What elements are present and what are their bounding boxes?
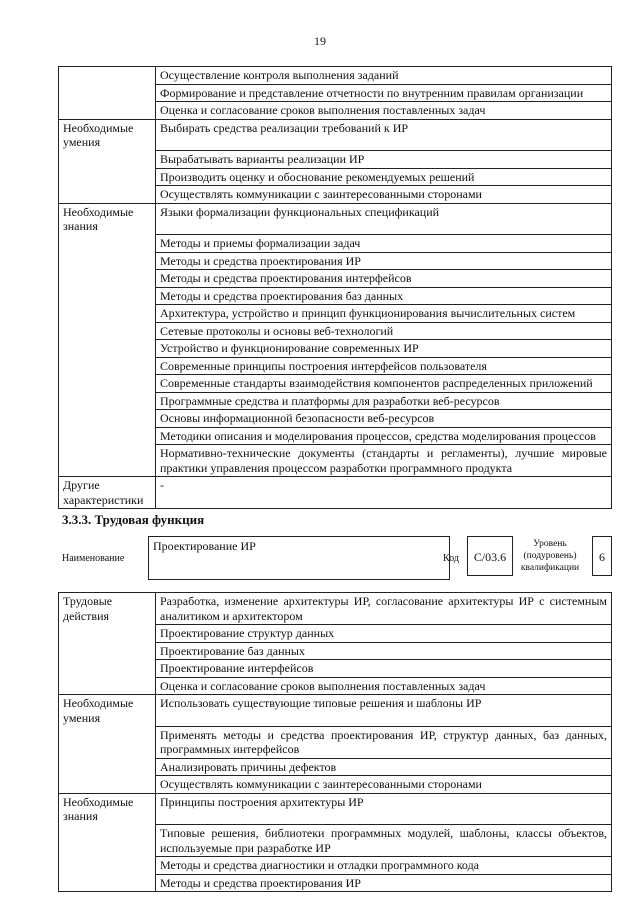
row-label (59, 67, 156, 85)
row-item: Проектирование структур данных (156, 625, 612, 643)
row-item: Вырабатывать варианты реализации ИР (156, 151, 612, 169)
row-label: Необходимые умения (59, 695, 156, 727)
row-item: Оценка и согласование сроков выполнения поставленных задач (156, 102, 612, 120)
row-label (59, 287, 156, 305)
row-item: Методы и средства проектирования ИР (156, 252, 612, 270)
row-item: Разработка, изменение архитектуры ИР, согласование архитектуры ИР с системным аналитиком и архитектором (156, 593, 612, 625)
row-item: Методы и средства проектирования баз данных (156, 287, 612, 305)
row-label: Другие характеристики (59, 477, 156, 509)
table-row (59, 186, 612, 204)
row-item: Принципы построения архитектуры ИР (156, 793, 612, 825)
table-row (59, 695, 612, 727)
row-item: Методы и средства проектирования ИР (156, 874, 612, 892)
table-row (59, 340, 612, 358)
row-label (59, 102, 156, 120)
row-item: Методы и средства диагностики и отладки программного кода (156, 857, 612, 875)
row-item: Формирование и представление отчетности по внутренним правилам организации (156, 84, 612, 102)
row-item: Анализировать причины дефектов (156, 758, 612, 776)
table-row (59, 168, 612, 186)
table-row (59, 677, 612, 695)
row-label (59, 642, 156, 660)
competency-table-2 (58, 592, 612, 892)
row-item: Применять методы и средства проектирования ИР, структур данных, баз данных, программных интерфейсов (156, 726, 612, 758)
table-row (59, 625, 612, 643)
table-row (59, 758, 612, 776)
table-row (59, 642, 612, 660)
table-row (59, 375, 612, 393)
level-label: Уровень (подуровень) квалификации (520, 539, 580, 573)
table-row (59, 392, 612, 410)
table-row (59, 102, 612, 120)
table-row (59, 203, 612, 235)
row-label (59, 168, 156, 186)
row-item: Выбирать средства реализации требований к ИР (156, 119, 612, 151)
table-row (59, 477, 612, 509)
row-item: Оценка и согласование сроков выполнения поставленных задач (156, 677, 612, 695)
row-label (59, 758, 156, 776)
table-row (59, 305, 612, 323)
table-row (59, 825, 612, 857)
row-item: Архитектура, устройство и принцип функционирования вычислительных систем (156, 305, 612, 323)
table-row (59, 235, 612, 253)
section-heading: 3.3.3. Трудовая функция (62, 512, 205, 527)
row-item: Осуществление контроля выполнения заданий (156, 67, 612, 85)
page-number: 19 (314, 34, 326, 48)
row-label: Необходимые знания (59, 203, 156, 235)
row-item: Проектирование интерфейсов (156, 660, 612, 678)
row-item: Основы информационной безопасности веб-ресурсов (156, 410, 612, 428)
row-item: - (156, 477, 612, 509)
row-label (59, 410, 156, 428)
row-label (59, 186, 156, 204)
row-label (59, 427, 156, 445)
row-item: Проектирование баз данных (156, 642, 612, 660)
table-row (59, 593, 612, 625)
table-row (59, 322, 612, 340)
table-row (59, 287, 612, 305)
table-row (59, 410, 612, 428)
table-row (59, 445, 612, 477)
row-label: Необходимые знания (59, 793, 156, 825)
table-row (59, 252, 612, 270)
row-item: Методы и средства проектирования интерфейсов (156, 270, 612, 288)
row-label (59, 305, 156, 323)
row-label (59, 625, 156, 643)
row-item: Методы и приемы формализации задач (156, 235, 612, 253)
row-item: Использовать существующие типовые решения и шаблоны ИР (156, 695, 612, 727)
row-item: Осуществлять коммуникации с заинтересованными сторонами (156, 186, 612, 204)
table-row (59, 726, 612, 758)
code-value: C/03.6 (467, 536, 513, 576)
row-item: Типовые решения, библиотеки программных модулей, шаблоны, классы объектов, используемые при разработке ИР (156, 825, 612, 857)
table-row (59, 776, 612, 794)
level-value: 6 (592, 536, 612, 576)
row-label (59, 340, 156, 358)
row-label (59, 445, 156, 477)
row-label (59, 84, 156, 102)
row-item: Нормативно-технические документы (стандарты и регламенты), лучшие мировые практики управления процессом разработки программного продукта (156, 445, 612, 477)
row-label (59, 726, 156, 758)
table-row (59, 427, 612, 445)
row-label (59, 252, 156, 270)
labor-function-header (58, 536, 612, 578)
row-label (59, 857, 156, 875)
row-label (59, 825, 156, 857)
row-item: Сетевые протоколы и основы веб-технологий (156, 322, 612, 340)
table-row (59, 793, 612, 825)
table-row (59, 857, 612, 875)
code-label: Код (443, 553, 459, 564)
row-item: Методики описания и моделирования процессов, средства моделирования процессов (156, 427, 612, 445)
row-label (59, 776, 156, 794)
table-row (59, 357, 612, 375)
table-row (59, 67, 612, 85)
row-label (59, 270, 156, 288)
row-label (59, 357, 156, 375)
name-value: Проектирование ИР (148, 536, 450, 580)
competency-table-1 (58, 66, 612, 509)
row-item: Программные средства и платформы для разработки веб-ресурсов (156, 392, 612, 410)
row-label (59, 874, 156, 892)
row-item: Современные принципы построения интерфейсов пользователя (156, 357, 612, 375)
row-label (59, 392, 156, 410)
row-label (59, 235, 156, 253)
row-label: Трудовые действия (59, 593, 156, 625)
table-row (59, 84, 612, 102)
name-label: Наименование (62, 553, 125, 564)
table-row (59, 270, 612, 288)
row-label: Необходимые умения (59, 119, 156, 151)
table-row (59, 151, 612, 169)
row-label (59, 322, 156, 340)
row-item: Языки формализации функциональных спецификаций (156, 203, 612, 235)
row-label (59, 660, 156, 678)
table-row (59, 660, 612, 678)
row-label (59, 375, 156, 393)
row-label (59, 677, 156, 695)
table-row (59, 874, 612, 892)
row-item: Осуществлять коммуникации с заинтересованными сторонами (156, 776, 612, 794)
table-row (59, 119, 612, 151)
row-item: Производить оценку и обоснование рекомендуемых решений (156, 168, 612, 186)
row-item: Современные стандарты взаимодействия компонентов распределенных приложений (156, 375, 612, 393)
row-label (59, 151, 156, 169)
row-item: Устройство и функционирование современных ИР (156, 340, 612, 358)
